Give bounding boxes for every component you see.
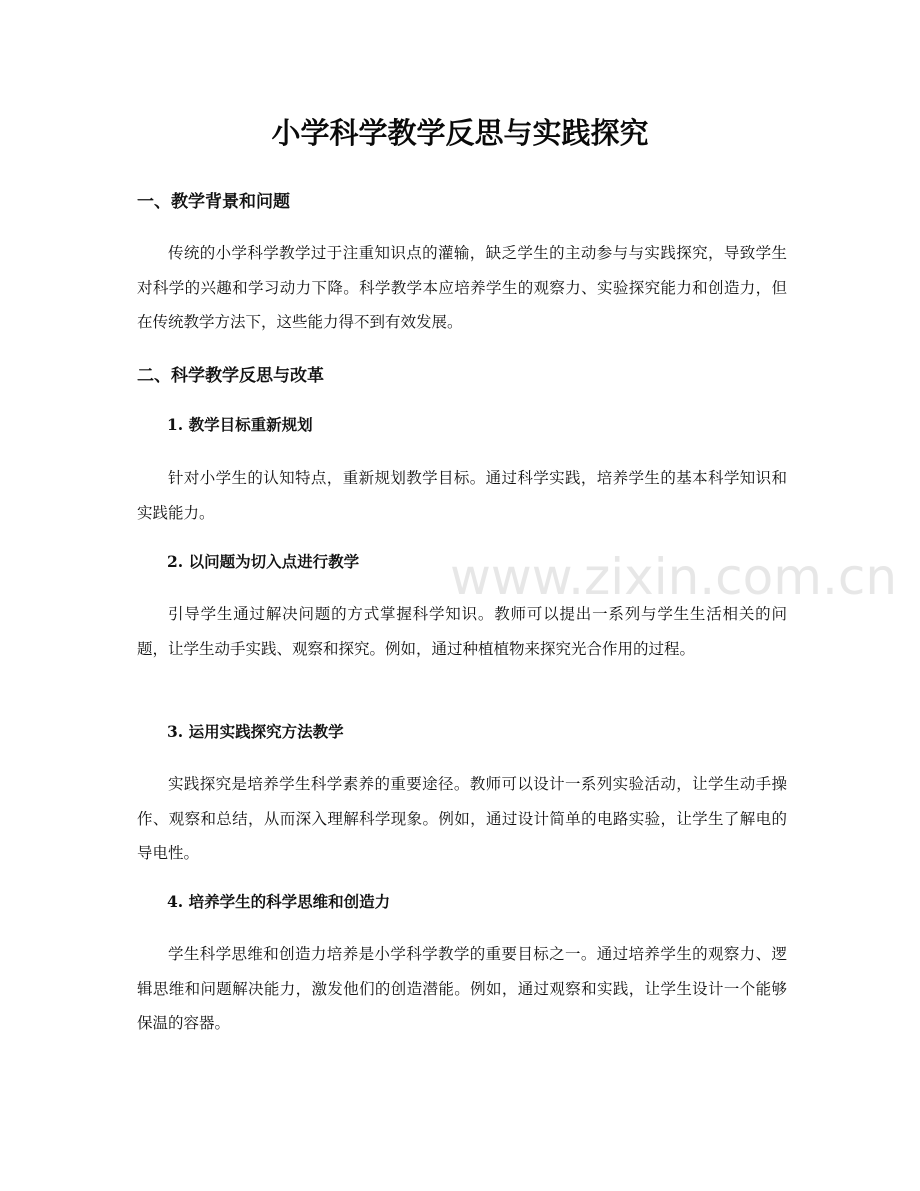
section-paragraph-background: 传统的小学科学教学过于注重知识点的灌输，缺乏学生的主动参与与实践探究，导致学生对科学的兴趣和学习动力下降。科学教学本应培养学生的观察力、实验探究能力和创造力，但在传统教学方法下，这些能力得不到有效发展。: [137, 244, 787, 331]
subsection-paragraph-3: 实践探究是培养学生科学素养的重要途径。教师可以设计一系列实验活动，让学生动手操作、观察和总结，从而深入理解科学现象。例如，通过设计简单的电路实验，让学生了解电的导电性。: [137, 775, 787, 862]
watermark: www.zixin.com.cn: [450, 548, 898, 606]
subsection-paragraph-4: 学生科学思维和创造力培养是小学科学教学的重要目标之一。通过培养学生的观察力、逻辑思维和问题解决能力，激发他们的创造潜能。例如，通过观察和实践，让学生设计一个能够保温的容器。: [137, 945, 787, 1032]
subsection-heading-2: 2. 以问题为切入点进行教学: [167, 552, 360, 571]
section-heading-background: 一、教学背景和问题: [137, 192, 290, 212]
section-heading-reform: 二、科学教学反思与改革: [137, 366, 324, 386]
subsection-heading-1: 1. 教学目标重新规划: [167, 415, 313, 434]
subsection-paragraph-2: 引导学生通过解决问题的方式掌握科学知识。教师可以提出一系列与学生生活相关的问题，让学生动手实践、观察和探究。例如，通过种植植物来探究光合作用的过程。: [137, 605, 787, 658]
subsection-paragraph-1: 针对小学生的认知特点，重新规划教学目标。通过科学实践，培养学生的基本科学知识和实践能力。: [137, 469, 787, 522]
subsection-heading-4: 4. 培养学生的科学思维和创造力: [167, 892, 391, 911]
page-title: 小学科学教学反思与实践探究: [271, 116, 649, 150]
subsection-heading-3: 3. 运用实践探究方法教学: [167, 722, 344, 741]
